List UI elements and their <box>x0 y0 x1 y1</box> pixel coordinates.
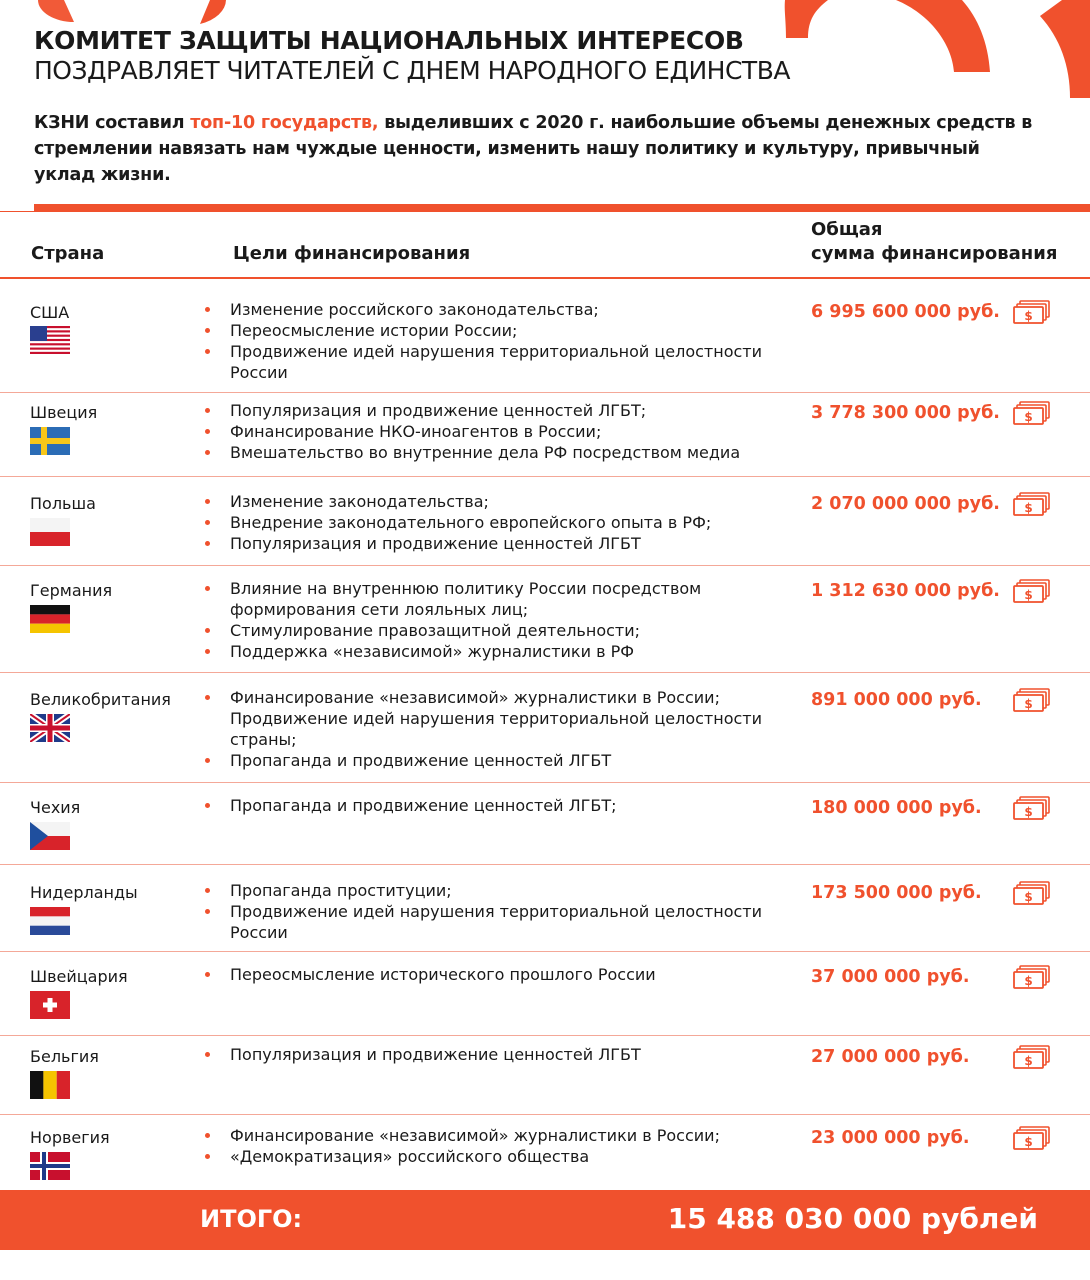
footer-label: ИТОГО: <box>200 1205 303 1233</box>
intro-text <box>34 110 1044 188</box>
svg-text:$: $ <box>1024 890 1033 904</box>
thin-divider <box>0 211 1090 212</box>
row-separator <box>0 951 1090 952</box>
belgium-flag-icon <box>30 1071 70 1099</box>
funding-goal-item: Внедрение законодательного европейского опыта в РФ; <box>204 512 784 533</box>
usa-flag-icon <box>30 326 70 354</box>
funding-goal-item: Популяризация и продвижение ценностей ЛГБТ <box>204 533 784 554</box>
funding-amount: 3 778 300 000 руб. <box>811 403 1000 423</box>
funding-amount: 37 000 000 руб. <box>811 967 970 987</box>
funding-goal-item: Финансирование «независимой» журналистики в России; Продвижение идей нарушения территориальной целостности страны; <box>204 687 784 750</box>
country-name: Швеция <box>30 403 98 422</box>
funding-goal-item: Пропаганда и продвижение ценностей ЛГБТ; <box>204 795 784 816</box>
money-bills-icon <box>1013 300 1051 324</box>
funding-goal-item: «Демократизация» российского общества <box>204 1146 784 1167</box>
funding-goals-list <box>204 578 784 662</box>
money-bills-icon <box>1013 401 1051 425</box>
column-header-goals: Цели финансирования <box>233 243 471 264</box>
funding-goal-item: Изменение российского законодательства; <box>204 299 784 320</box>
funding-goal-item: Популяризация и продвижение ценностей ЛГБТ <box>204 1044 784 1065</box>
column-header-total <box>811 218 1057 266</box>
funding-amount: 891 000 000 руб. <box>811 690 982 710</box>
switzerland-flag-icon <box>30 991 70 1019</box>
footer-total: 15 488 030 000 рублей <box>667 1202 1038 1235</box>
country-name: Германия <box>30 581 113 600</box>
row-separator <box>0 476 1090 477</box>
country-name: США <box>30 303 70 322</box>
thick-divider <box>34 204 1090 211</box>
funding-goals-list <box>204 880 784 943</box>
row-separator <box>0 565 1090 566</box>
funding-goal-item: Продвижение идей нарушения территориальной целостности России <box>204 901 784 943</box>
funding-amount: 180 000 000 руб. <box>811 798 982 818</box>
row-separator <box>0 392 1090 393</box>
row-separator <box>0 672 1090 673</box>
svg-text:$: $ <box>1024 309 1033 323</box>
column-header-total-line1: Общая <box>811 219 883 240</box>
money-bills-icon <box>1013 579 1051 603</box>
funding-goal-item: Популяризация и продвижение ценностей ЛГБТ; <box>204 400 784 421</box>
row-separator <box>0 864 1090 865</box>
funding-goal-item: Пропаганда и продвижение ценностей ЛГБТ <box>204 750 784 771</box>
germany-flag-icon <box>30 605 70 633</box>
funding-amount: 173 500 000 руб. <box>811 883 982 903</box>
funding-goal-item: Переосмысление истории России; <box>204 320 784 341</box>
funding-goals-list <box>204 964 784 985</box>
funding-goal-item: Стимулирование правозащитной деятельности; <box>204 620 784 641</box>
row-separator <box>0 1114 1090 1115</box>
row-separator <box>0 782 1090 783</box>
money-bills-icon <box>1013 965 1051 989</box>
funding-goal-item: Продвижение идей нарушения территориальной целостности России <box>204 341 784 383</box>
funding-goals-list <box>204 400 784 463</box>
country-name: Польша <box>30 494 96 513</box>
column-header-total-line2: сумма финансирования <box>811 243 1058 264</box>
country-name: Чехия <box>30 798 81 817</box>
funding-goal-item: Пропаганда проституции; <box>204 880 784 901</box>
country-name: Нидерланды <box>30 883 138 902</box>
funding-amount: 2 070 000 000 руб. <box>811 494 1000 514</box>
funding-goal-item: Влияние на внутреннюю политику России посредством формирования сети лояльных лиц; <box>204 578 784 620</box>
country-name: Великобритания <box>30 690 171 709</box>
money-bills-icon <box>1013 492 1051 516</box>
funding-goals-list <box>204 687 784 771</box>
svg-text:$: $ <box>1024 410 1033 424</box>
funding-amount: 23 000 000 руб. <box>811 1128 970 1148</box>
funding-goal-item: Изменение законодательства; <box>204 491 784 512</box>
funding-amount: 27 000 000 руб. <box>811 1047 970 1067</box>
money-bills-icon <box>1013 1126 1051 1150</box>
country-name: Швейцария <box>30 967 128 986</box>
funding-amount: 6 995 600 000 руб. <box>811 302 1000 322</box>
row-separator <box>0 1035 1090 1036</box>
intro-before: КЗНИ составил <box>34 113 191 133</box>
svg-text:$: $ <box>1024 805 1033 819</box>
funding-goals-list <box>204 795 784 816</box>
funding-goals-list <box>204 299 784 383</box>
title-line-2: ПОЗДРАВЛЯЕТ ЧИТАТЕЛЕЙ С ДНЕМ НАРОДНОГО ЕДИНСТВА <box>34 56 790 85</box>
header <box>34 26 934 86</box>
money-bills-icon <box>1013 1045 1051 1069</box>
poland-flag-icon <box>30 518 70 546</box>
netherlands-flag-icon <box>30 907 70 935</box>
sweden-flag-icon <box>30 427 70 455</box>
intro-after: выделивших с 2020 г. наибольшие объемы денежных средств в стремлении навязать нам чуждые ценности, изменить нашу политику и культуру, привычный уклад жизни. <box>34 113 1033 185</box>
intro-highlight: топ-10 государств, <box>190 113 379 133</box>
title-line-1: КОМИТЕТ ЗАЩИТЫ НАЦИОНАЛЬНЫХ ИНТЕРЕСОВ <box>34 26 744 55</box>
money-bills-icon <box>1013 796 1051 820</box>
svg-text:$: $ <box>1024 974 1033 988</box>
svg-text:$: $ <box>1024 1054 1033 1068</box>
czech-flag-icon <box>30 822 70 850</box>
footer-total-bar <box>0 1190 1090 1250</box>
funding-goal-item: Финансирование НКО-иноагентов в России; <box>204 421 784 442</box>
funding-goal-item: Вмешательство во внутренние дела РФ посредством медиа <box>204 442 784 463</box>
norway-flag-icon <box>30 1152 70 1180</box>
funding-goal-item: Поддержка «независимой» журналистики в РФ <box>204 641 784 662</box>
svg-text:$: $ <box>1024 501 1033 515</box>
money-bills-icon <box>1013 881 1051 905</box>
column-header-country: Страна <box>31 243 105 264</box>
svg-text:$: $ <box>1024 697 1033 711</box>
svg-text:$: $ <box>1024 588 1033 602</box>
header-divider <box>0 277 1090 279</box>
funding-amount: 1 312 630 000 руб. <box>811 581 1000 601</box>
country-name: Бельгия <box>30 1047 99 1066</box>
svg-text:$: $ <box>1024 1135 1033 1149</box>
money-bills-icon <box>1013 688 1051 712</box>
funding-goals-list <box>204 1125 784 1167</box>
funding-goals-list <box>204 1044 784 1065</box>
funding-goal-item: Переосмысление исторического прошлого России <box>204 964 784 985</box>
uk-flag-icon <box>30 714 70 742</box>
country-name: Норвегия <box>30 1128 110 1147</box>
funding-goals-list <box>204 491 784 554</box>
funding-goal-item: Финансирование «независимой» журналистики в России; <box>204 1125 784 1146</box>
